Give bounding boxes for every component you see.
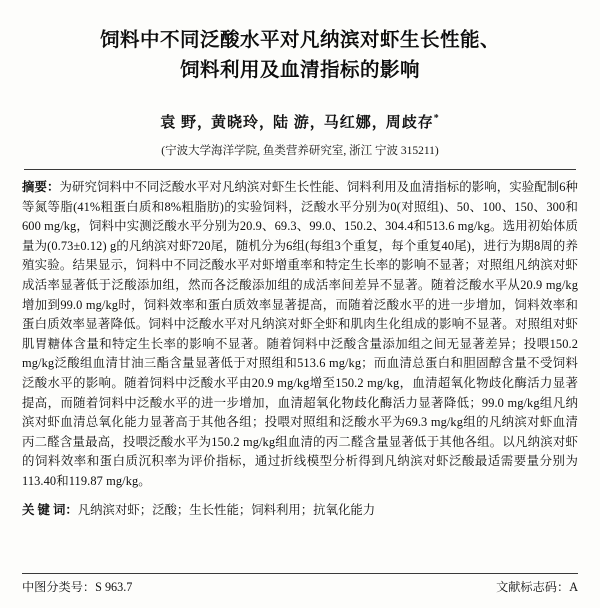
- header-divider: [24, 169, 576, 170]
- author-1: 袁 野: [160, 115, 197, 131]
- page-title: [22, 26, 578, 86]
- author-2: 黄晓玲: [210, 115, 259, 131]
- footer-divider: [22, 573, 578, 574]
- corresponding-author-mark: *: [433, 113, 440, 124]
- title-line-2: 饲料利用及血清指标的影响: [179, 60, 420, 81]
- author-separator: ，: [371, 115, 388, 131]
- title-line-1: 饲料中不同泛酸水平对凡纳滨对虾生长性能、: [99, 30, 500, 51]
- keywords-paragraph: [22, 501, 578, 520]
- abstract-text: 为研究饲料中不同泛酸水平对凡纳滨对虾生长性能、饲料利用及血清指标的影响，实验配制6种等氮等脂(41%粗蛋白质和8%粗脂肪)的实验饲料，泛酸水平分别为0(对照组)、50、100、150、300和600 mg/kg，饲料中实测泛酸水平分别为20.9、69.3、99.0、150.2、304.4和513.6 mg/kg。选用初始体质量为(0.73±0.12) g的凡纳滨对虾720尾，随机分为6组(每组3个重复，每个重复40尾)，进行为期8周的养殖实验。结果显示，饲料中不同泛酸水平对虾增重率和特定生长率的影响不显著；对照组凡纳滨对虾成活率显著低于泛酸添加组，然而各泛酸添加组的成活率间差异不显著。随着泛酸水平从20.9 mg/kg增加到99.0 mg/kg时，饲料效率和蛋白质效率显著提高，而随着泛酸水平的进一步增加，饲料效率和蛋白质效率显著降低。饲料中泛酸水平对凡纳滨对虾全虾和肌肉生化组成的影响不显著。对照组对虾肌胃糖体含量和特定生长率的影响不显著。随着饲料中泛酸含量添加组之间无显著差异；投喂150.2 mg/kg泛酸组血清甘油三酯含量显著低于对照组和513.6 mg/kg；而血清总蛋白和胆固醇含量不受饲料泛酸水平的影响。随着饲料中泛酸水平由20.9 mg/kg增至150.2 mg/kg，血清超氧化物歧化酶活力显著提高，而随着饲料中泛酸水平的进一步增加，血清超氧化物歧化酶活力显著降低；99.0 mg/kg组凡纳滨对虾血清总氧化能力显著高于其他各组；投喂对照组和泛酸水平为69.3 mg/kg组的凡纳滨对虾血清丙二醛含量最高，投喂泛酸水平为150.2 mg/kg组血清的丙二醛含量显著低于其他各组。以凡纳滨对虾的饲料效率和蛋白质沉积率为评价指标，通过折线模型分析得到凡纳滨对虾泛酸最适需要量分别为113.40和119.87 mg/kg。: [22, 180, 578, 488]
- author-3: 陆 游: [272, 115, 310, 131]
- doc-code-value: A: [569, 580, 578, 594]
- document-code: [496, 578, 578, 596]
- author-list: [22, 108, 578, 134]
- author-separator: ，: [309, 115, 326, 131]
- author-5: 周歧存: [385, 115, 434, 131]
- keywords-label: 关 键 词：: [22, 502, 78, 517]
- abstract-label: 摘要：: [22, 180, 60, 194]
- author-separator: ，: [258, 115, 275, 131]
- author-4: 马红娜: [323, 115, 372, 131]
- keywords-text: 凡纳滨对虾；泛酸；生长性能；饲料利用；抗氧化能力: [77, 502, 376, 517]
- footer: [22, 578, 578, 596]
- doc-code-label: 文献标志码：: [496, 580, 570, 594]
- clc-label: 中图分类号：: [22, 580, 96, 594]
- affiliation: (宁波大学海洋学院, 鱼类营养研究室, 浙江 宁波 315211): [161, 145, 439, 157]
- clc-value: S 963.7: [95, 580, 133, 594]
- abstract-paragraph: [22, 178, 578, 492]
- clc-number: [22, 578, 132, 596]
- author-separator: ，: [196, 115, 213, 131]
